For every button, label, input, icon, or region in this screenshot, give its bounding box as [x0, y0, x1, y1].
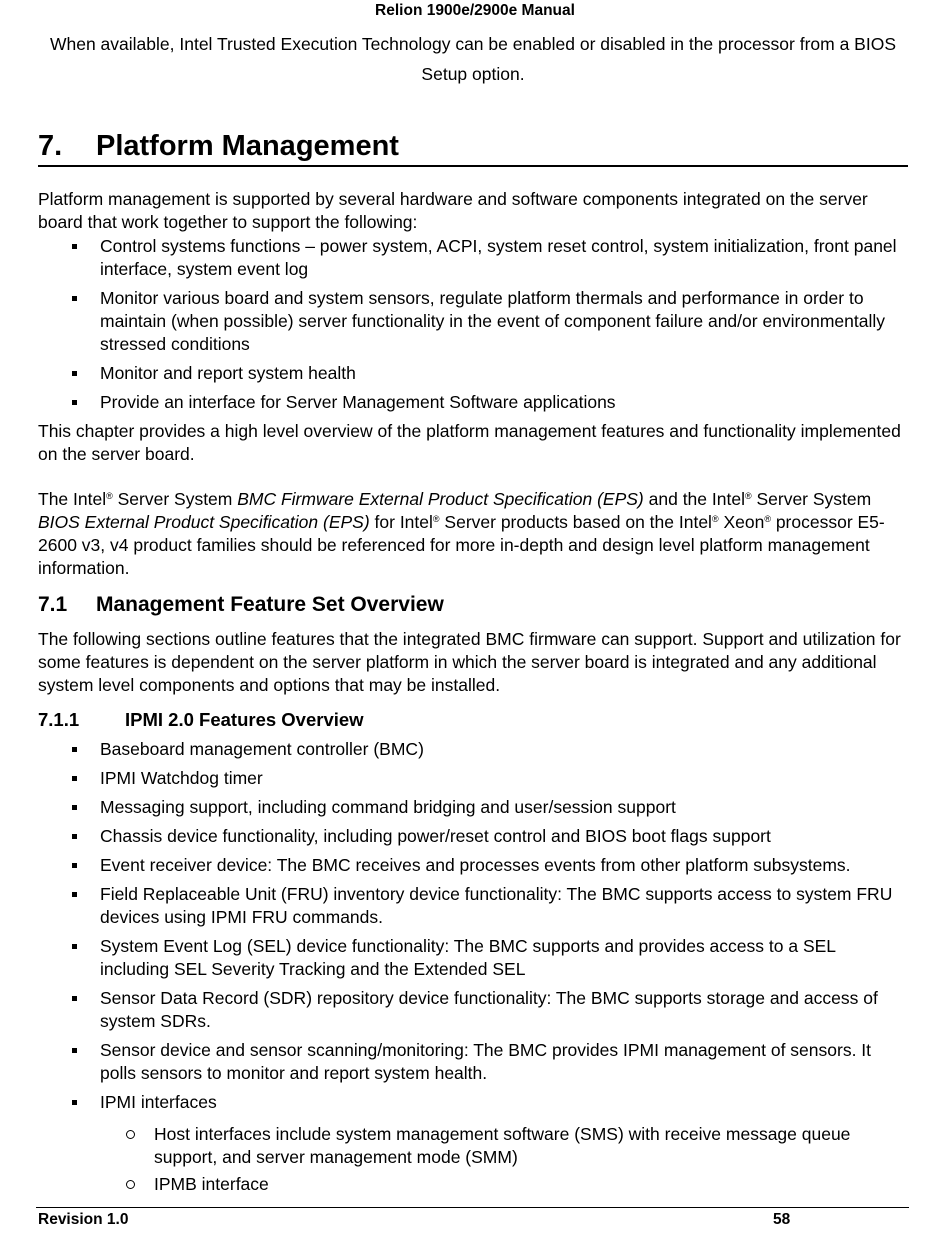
- list-item: Monitor various board and system sensors, regulate platform thermals and performance in order to maintain (when possible) server functionality in the event of component failure and/or environmentally stressed conditions: [38, 287, 908, 356]
- list-item: IPMI interfaces: [38, 1091, 908, 1114]
- ipmi-interfaces-sublist: [38, 1123, 908, 1200]
- section-7-heading: [38, 127, 908, 167]
- reference-paragraph: The Intel® Server System BMC Firmware External Product Specification (EPS) and the Intel® Server System BIOS External Product Specification (EPS) for Intel® Server products based on the Intel® Xeon® processor E5-2600 v3, v4 product families should be referenced for more in-depth and design level platform management information.: [38, 489, 885, 578]
- section-title: Management Feature Set Overview: [96, 593, 444, 616]
- sub-list-item: IPMB interface: [38, 1173, 908, 1196]
- section-7-1-heading: [38, 590, 444, 620]
- list-item: IPMI Watchdog timer: [38, 767, 908, 790]
- list-item: Provide an interface for Server Management Software applications: [38, 391, 908, 414]
- list-item: Chassis device functionality, including power/reset control and BIOS boot flags support: [38, 825, 908, 848]
- section-7-1-1-heading: [38, 707, 364, 733]
- list-item: Baseboard management controller (BMC): [38, 738, 908, 761]
- footer-revision: Revision 1.0: [38, 1211, 129, 1228]
- bmc-eps-title: BMC Firmware External Product Specification (EPS): [237, 489, 644, 509]
- list-item: Sensor Data Record (SDR) repository device functionality: The BMC supports storage and access of system SDRs.: [38, 987, 908, 1033]
- ipmi-features-list: [38, 738, 908, 1120]
- platform-functions-list: [38, 235, 908, 420]
- section-number: 7.1.1: [38, 709, 80, 730]
- hollow-bullet-icon: [126, 1130, 135, 1139]
- feature-overview-paragraph: The following sections outline features that the integrated BMC firmware can support. Support and utilization for some features is dependent on the server platform in which the server board is integrated and any additional system level components and options that may be installed.: [38, 629, 901, 695]
- hollow-bullet-icon: [126, 1180, 135, 1189]
- bios-eps-title: BIOS External Product Specification (EPS): [38, 512, 370, 532]
- running-header: Relion 1900e/2900e Manual: [375, 2, 575, 19]
- footer-rule: [36, 1207, 909, 1208]
- platform-intro-paragraph: Platform management is supported by several hardware and software components integrated on the server board that work together to support the following:: [38, 189, 868, 232]
- list-item: Monitor and report system health: [38, 362, 908, 385]
- sub-list-item: Host interfaces include system management software (SMS) with receive message queue support, and server management mode (SMM): [38, 1123, 908, 1169]
- footer-page-number: 58: [773, 1211, 791, 1228]
- section-title: IPMI 2.0 Features Overview: [125, 709, 364, 730]
- list-item: Sensor device and sensor scanning/monitoring: The BMC provides IPMI management of sensors. It polls sensors to monitor and report system health.: [38, 1039, 908, 1085]
- list-item: System Event Log (SEL) device functionality: The BMC supports and provides access to a SEL including SEL Severity Tracking and the Extended SEL: [38, 935, 908, 981]
- section-title: Platform Management: [96, 130, 399, 162]
- list-item: Event receiver device: The BMC receives and processes events from other platform subsystems.: [38, 854, 908, 877]
- list-item: Messaging support, including command bridging and user/session support: [38, 796, 908, 819]
- list-item: Field Replaceable Unit (FRU) inventory device functionality: The BMC supports access to system FRU devices using IPMI FRU commands.: [38, 883, 908, 929]
- chapter-overview-paragraph: This chapter provides a high level overview of the platform management features and functionality implemented on the server board.: [38, 421, 901, 464]
- intro-paragraph: When available, Intel Trusted Execution Technology can be enabled or disabled in the processor from a BIOS Setup option.: [49, 34, 896, 84]
- section-number: 7.1: [38, 593, 68, 616]
- section-number: 7.: [38, 130, 63, 162]
- list-item: Control systems functions – power system, ACPI, system reset control, system initialization, front panel interface, system event log: [38, 235, 908, 281]
